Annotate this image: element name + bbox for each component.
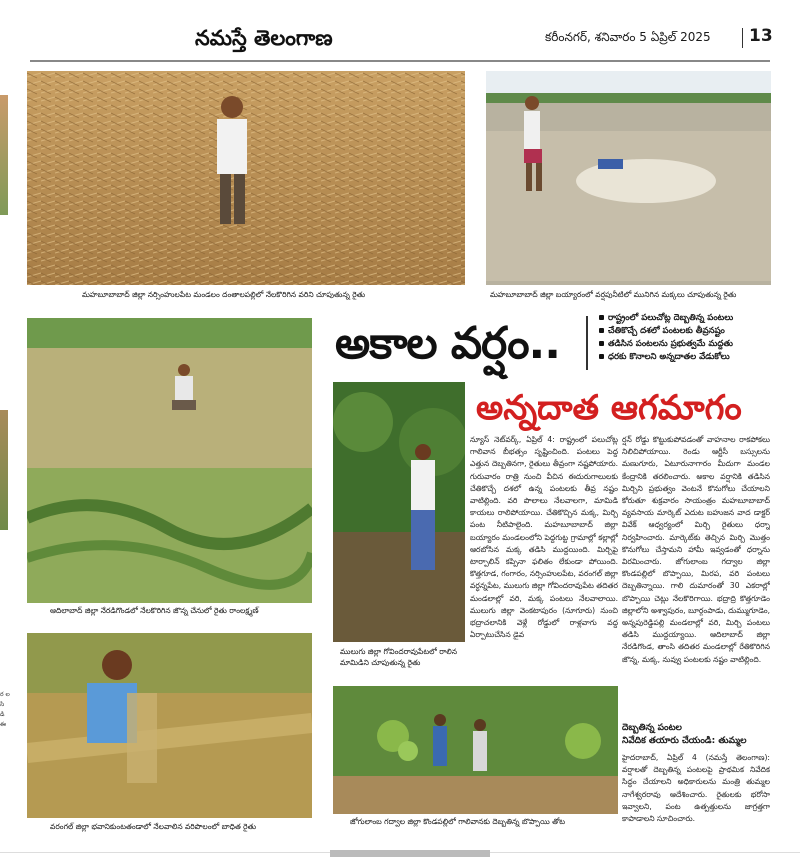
photo-farmer-with-paddy (27, 633, 312, 818)
caption-photo-3: ఆదిలాబాద్ జిల్లా నేరడిగొండలో నేలకొరిగిన జొన్న చేనులో రైతు రాంలక్ష్మణ్ (50, 606, 259, 615)
caption-photo-6: జోగులాంబ గద్వాల జిల్లా కొండపల్లిలో గాలివానకు దెబ్బతిన్న బొప్పాయి తోట (350, 817, 566, 826)
photo-sorghum-field (27, 318, 312, 603)
photo-mango-farmer (333, 382, 465, 642)
bullet-item: రాష్ట్రంలో పలుచోట్ల దెబ్బతిన్న పంటలు (599, 312, 769, 325)
page-scroll-indicator (330, 850, 490, 857)
caption-photo-1: మహబూబాబాద్ జిల్లా నర్సింహులపేట మండలం దంతాలపల్లిలో నేలకొరిగిన వరిని చూపుతున్న రైతు (82, 290, 366, 299)
edition-date: కరీంనగర్, శనివారం 5 ఏప్రిల్ 2025 (545, 30, 711, 44)
photo-papaya-orchard (333, 686, 618, 814)
bullet-item: తడిసిన పంటలను ప్రభుత్వమే మద్దతు (599, 338, 769, 351)
article-column-1: న్యూస్ నెట్‌వర్క్, ఏప్రిల్ 4: రాష్ట్రంలో పలుచోట్ల గాలివాన బీభత్సం సృష్టించింది. పంటలు పెద్ద ఎత్తున దెబ్బతినగా, రైతులు తీవ్రంగా నష్టపోయారు. గురువారం రాత్రి నుంచి వీచిన ఈదురుగాలులకు చేతికొచ్చే దశలో ఉన్న పంటలకు తీవ్ర నష్టం వాటిల్లింది. వరి పొలాలు నేలవాలగా, మామిడి కాయలు రాలిపోయాయి. చేతికొచ్చిన మక్క, మిర్చి పంట నీటిపాలైంది. మహబూబాబాద్ జిల్లా బయ్యారం మండలంలోని పెద్దగుట్ట గ్రామాల్లో కల్లాల్లో ఆరబోసిన మక్క తడిసి ముద్దయింది. మిర్చిపై టార్పాలిన్ కప్పినా ఫలితం లేకుండా పోయింది. కొత్తగూడ, గంగారం, నర్సింహులపేట, వరంగల్ జిల్లా వర్ధన్నపేట, ములుగు జిల్లా గోవిందరావుపేట తదితర మండలాల్లో వరి, మక్క పంటలు నేలవాలాయి. ములుగు జిల్లా వెంకటాపురం (నూగూరు) నుంచి భద్రాచలానికి వెళ్లే రోడ్డులో రాళ్లవాగు వద్ద ఏర్పాటుచేసిన డైవ (470, 435, 618, 640)
caption-photo-2: మహబూబాబాద్ జిల్లా బయ్యారంలో వర్షపునీటిలో మునిగిన మక్కలు చూపుతున్న రైతు (490, 290, 737, 299)
bullet-item: చేతికొచ్చే దశలో పంటలకు తీవ్రనష్టం (599, 325, 769, 338)
bullet-dot-icon (599, 341, 604, 346)
photo-flattened-paddy (27, 71, 465, 285)
adjacent-page-photo (0, 95, 8, 215)
headline-small: అకాల వర్షం.. (335, 318, 560, 369)
adjacent-page-text: ర ల సి డి ఈ (0, 691, 10, 728)
sidebar-subhead: దెబ్బతిన్న పంటల నివేదిక తయారు చేయండి: తుమ్మల (622, 723, 747, 746)
masthead-rule (30, 60, 770, 62)
sidebar-story: హైదరాబాద్, ఏప్రిల్ 4 (నమస్తే తెలంగాణ): వర్షాలతో దెబ్బతిన్న పంటలపై ప్రాథమిక నివేదిక సిద్ధం చేయాలని అధికారులను మంత్రి తుమ్మల నాగేశ్వరరావు ఆదేశించారు. రైతులకు భరోసా ఇవ్వాలని, పంట ఉత్పత్తులను జాగ్రత్తగా కాపాడాలని సూచించారు. (622, 753, 770, 824)
masthead (0, 0, 800, 64)
bullet-dot-icon (599, 315, 604, 320)
bullet-item: ధరకు కొనాలని అన్నదాతల వేడుకోలు (599, 351, 769, 364)
headline-main: అన్నదాత ఆగమాగం (476, 388, 742, 428)
caption-photo-5: వరంగల్ జిల్లా భవానికుంటతండాలో నేలవాలిన వరిపొలంలో బాధిత రైతు (50, 822, 257, 831)
newspaper-title: నమస్తే తెలంగాణ (195, 26, 333, 50)
article-column-2: ర్షన్ రోడ్డు కొట్టుకుపోవడంతో వాహనాల రాకపోకలు నిలిచిపోయాయి. రెండు ఆర్టీసీ బస్సులను మణుగూరు, ఏటూరునాగారం మీదుగా మండల కేంద్రానికి తరలించారు. అకాల వర్షానికి తడిసిన మిర్చిని ప్రభుత్వం వెంటనే కొనుగోలు చేయాలని కోరుతూ శుక్రవారం సాయంత్రం మహబూబాబాద్ వ్యవసాయ మార్కెట్ ఎదుట బహుజన వాద డాక్టర్ వివేక్ ఆధ్వర్యంలో మిర్చి రైతులు ధర్నా నిర్వహించారు. మార్కెట్‌కు తెచ్చిన మిర్చి మొత్తం కొనుగోలు చేస్తామని హామీ ఇవ్వడంతో ధర్నాను విరమించారు. జోగులాంబ గద్వాల జిల్లా కొండపల్లిలో బొప్పాయి, మిరప, వరి పంటలు దెబ్బతిన్నాయి. గాలి దుమారంతో 30 ఎకరాల్లో బొప్పాయి చెట్లు నేలకొరిగాయి. భద్రాద్రి కొత్తగూడెం జిల్లాలోని అశ్వాపురం, బూర్గంపాడు, దుమ్ముగూడెం, అన్నపురెడ్డిపల్లి మండలాల్లో వరి, మిర్చి పంటలు తడిసి ముద్దయ్యాయి. ఆదిలాబాద్ జిల్లా నేరడిగొండ, తాంసి తదితర మండలాల్లో రేతికొరిగిన జొన్న, మక్క, నువ్వు పంటలకు నష్టం వాటిల్లింది. (622, 435, 770, 664)
caption-photo-4: ములుగు జిల్లా గోవిందరావుపేటలో రాలిన మామిడిని చూపుతున్న రైతు (340, 647, 458, 667)
adjacent-page-photo (0, 410, 8, 530)
masthead-separator (742, 28, 743, 48)
bullet-dot-icon (599, 328, 604, 333)
headline-bullets (599, 312, 769, 364)
photo-flooded-maize (486, 71, 771, 285)
bullet-dot-icon (599, 354, 604, 359)
page-number: 13 (749, 26, 773, 46)
headline-divider (586, 316, 588, 370)
